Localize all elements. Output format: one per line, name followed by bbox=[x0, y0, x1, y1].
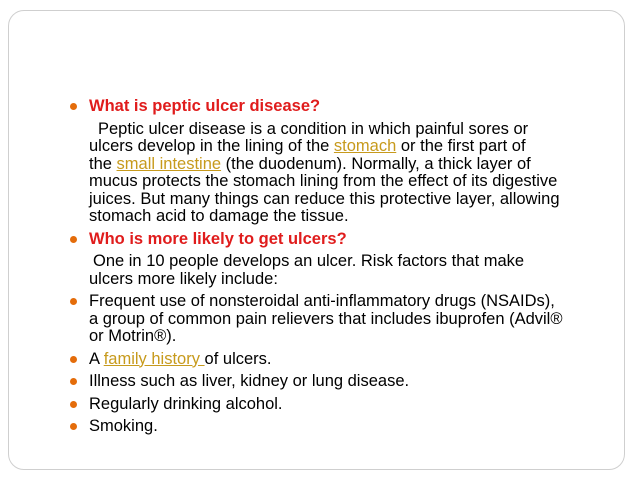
risk-intro-line-2: ulcers more likely include: bbox=[89, 269, 278, 288]
definition-line-5: juices. But many things can reduce this protective layer, allowing bbox=[89, 189, 560, 208]
list-item-illness bbox=[70, 373, 610, 391]
nsaids-line-2: a group of common pain relievers that includes ibuprofen (Advil® bbox=[89, 309, 563, 328]
heading-peptic-ulcer: What is peptic ulcer disease? bbox=[89, 97, 321, 115]
paragraph-definition bbox=[70, 121, 610, 226]
definition-line-2 bbox=[89, 138, 610, 156]
bullet-icon bbox=[70, 423, 77, 430]
illness-text: Illness such as liver, kidney or lung disease. bbox=[89, 372, 410, 390]
definition-line-2-pre: ulcers develop in the lining of the bbox=[89, 137, 334, 155]
family-history-pre: A bbox=[89, 349, 104, 368]
list-item-heading-2 bbox=[70, 231, 610, 249]
bullet-icon bbox=[70, 378, 77, 385]
risk-intro-line-1: One in 10 people develops an ulcer. Risk factors that make bbox=[93, 252, 525, 270]
bullet-icon bbox=[70, 298, 77, 305]
smoking-text: Smoking. bbox=[89, 417, 158, 435]
list-item-family-history bbox=[70, 351, 610, 369]
bullet-icon bbox=[70, 401, 77, 408]
alcohol-text: Regularly drinking alcohol. bbox=[89, 394, 283, 413]
list-item-heading-1 bbox=[70, 98, 610, 116]
family-history-link[interactable]: family history bbox=[103, 349, 205, 368]
definition-line-3-pre: the bbox=[89, 154, 117, 173]
stomach-link[interactable]: stomach bbox=[333, 137, 397, 155]
definition-line-3-post: (the duodenum). Normally, a thick layer of bbox=[221, 154, 531, 173]
bullet-icon bbox=[70, 103, 77, 110]
list-item-alcohol bbox=[70, 396, 610, 414]
bullet-icon bbox=[70, 356, 77, 363]
list-item-nsaids bbox=[70, 293, 610, 346]
definition-line-4: mucus protects the stomach lining from the effect of its digestive bbox=[89, 172, 558, 190]
slide-content bbox=[70, 98, 610, 441]
definition-line-6: stomach acid to damage the tissue. bbox=[89, 207, 349, 225]
family-history-line bbox=[89, 351, 610, 369]
small-intestine-link[interactable]: small intestine bbox=[116, 154, 222, 173]
list-item-smoking bbox=[70, 418, 610, 436]
definition-line-2-post: or the first part of bbox=[396, 137, 526, 155]
bullet-icon bbox=[70, 236, 77, 243]
nsaids-line-3: or Motrin®). bbox=[89, 327, 177, 345]
heading-who-likely: Who is more likely to get ulcers? bbox=[89, 229, 347, 248]
definition-line-3 bbox=[89, 156, 610, 174]
family-history-post: of ulcers. bbox=[204, 349, 272, 368]
nsaids-line-1: Frequent use of nonsteroidal anti-inflammatory drugs (NSAIDs), bbox=[89, 292, 555, 310]
paragraph-risk-intro bbox=[70, 253, 610, 288]
definition-line-1: Peptic ulcer disease is a condition in which painful sores or bbox=[98, 119, 529, 138]
